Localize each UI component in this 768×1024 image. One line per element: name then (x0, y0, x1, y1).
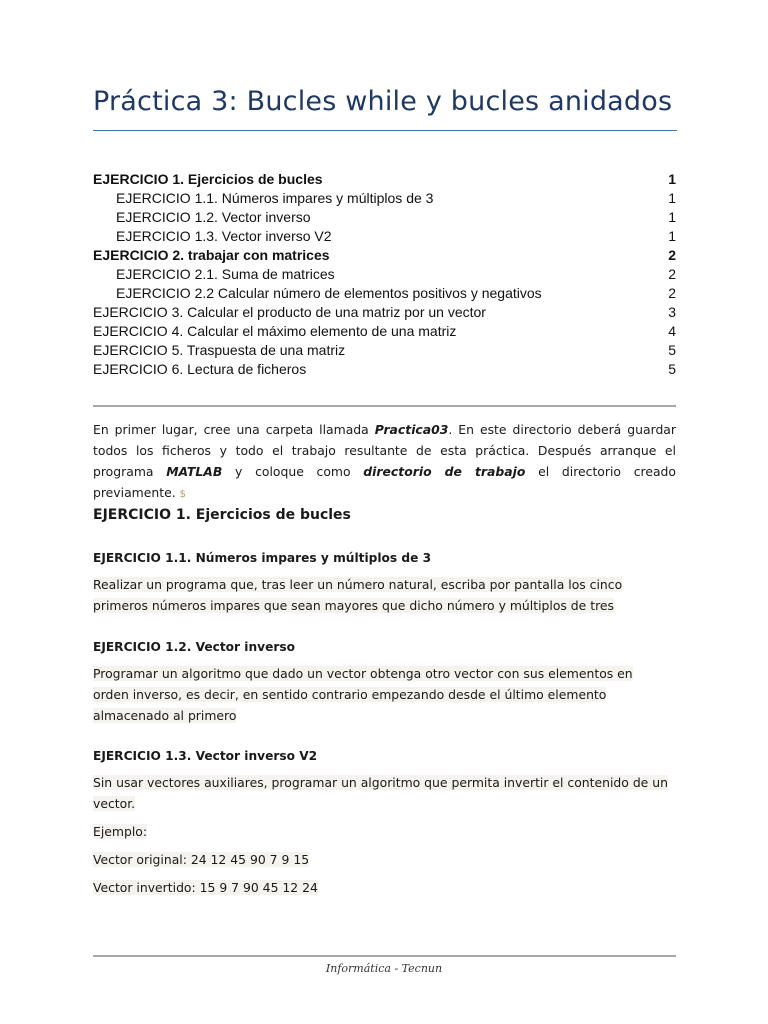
toc-entry-page: 5 (668, 361, 676, 377)
toc-divider (93, 405, 676, 407)
page-footer: Informática - Tecnun (325, 962, 443, 975)
table-of-contents (93, 170, 676, 379)
ex1-1-line: Realizar un programa que, tras leer un número natural, escriba por pantalla los cinco (93, 577, 623, 592)
section-heading-ex1-1: EJERCICIO 1.1. Números impares y múltiplos de 3 (93, 551, 432, 565)
toc-entry-label: EJERCICIO 1.1. Números impares y múltiplos de 3 (116, 190, 434, 206)
toc-entry-label: EJERCICIO 1.2. Vector inverso (116, 209, 311, 225)
toc-entry-page: 3 (668, 304, 676, 320)
intro-paragraph (93, 419, 676, 505)
intro-text-3: y coloque como (222, 464, 364, 479)
toc-entry-label: EJERCICIO 1. Ejercicios de bucles (93, 171, 323, 187)
toc-entry[interactable] (93, 360, 676, 379)
toc-entry-page: 1 (668, 171, 676, 187)
toc-entry-label: EJERCICIO 2.1. Suma de matrices (116, 266, 335, 282)
toc-entry-page: 4 (668, 323, 676, 339)
footer-divider (93, 955, 676, 957)
toc-entry-page: 1 (668, 228, 676, 244)
ex1-2-line: orden inverso, es decir, en sentido contrario empezando desde el último elemento (93, 687, 607, 702)
toc-entry-label: EJERCICIO 2. trabajar con matrices (93, 247, 330, 263)
toc-entry-label: EJERCICIO 6. Lectura de ficheros (93, 361, 307, 377)
toc-entry[interactable] (93, 284, 676, 303)
toc-entry[interactable] (93, 246, 676, 265)
working-directory-term: directorio de trabajo (363, 464, 526, 479)
toc-entry-page: 2 (668, 266, 676, 282)
section-heading-ex1: EJERCICIO 1. Ejercicios de bucles (93, 507, 351, 523)
toc-entry[interactable] (93, 265, 676, 284)
toc-entry[interactable] (93, 170, 676, 189)
page-title: Práctica 3: Bucles while y bucles anidados (93, 86, 673, 117)
toc-entry[interactable] (93, 341, 676, 360)
toc-entry-page: 1 (668, 209, 676, 225)
example-inverted-wrap (93, 877, 676, 898)
intro-text-4: el directorio creado previamente. (93, 464, 677, 500)
paragraph-mark-icon: $ (179, 489, 187, 500)
section-heading-ex1-3: EJERCICIO 1.3. Vector inverso V2 (93, 749, 318, 763)
ex1-3-line: vector. (93, 796, 136, 811)
toc-entry[interactable] (93, 189, 676, 208)
example-label-wrap (93, 821, 676, 842)
toc-entry[interactable] (93, 227, 676, 246)
ex1-3-description (93, 772, 676, 814)
intro-text-1: En primer lugar, cree una carpeta llamada (93, 422, 375, 437)
intro-text-2: . En este directorio deberá guardar todos los ficheros y todo el trabajo resultante de esta práctica. Después arranque el programa (93, 422, 676, 479)
ex1-2-line: Programar un algoritmo que dado un vector obtenga otro vector con sus elementos en (93, 666, 633, 681)
section-heading-ex1-2: EJERCICIO 1.2. Vector inverso (93, 640, 296, 654)
example-inverted-vector: Vector invertido: 15 9 7 90 45 12 24 (93, 880, 318, 895)
ex1-3-line: Sin usar vectores auxiliares, programar un algoritmo que permita invertir el contenido de un (93, 775, 668, 790)
toc-entry-label: EJERCICIO 5. Traspuesta de una matriz (93, 342, 346, 358)
toc-entry[interactable] (93, 208, 676, 227)
toc-entry[interactable] (93, 322, 676, 341)
toc-entry-page: 2 (668, 285, 676, 301)
toc-entry[interactable] (93, 303, 676, 322)
example-original-wrap (93, 849, 676, 870)
toc-entry-label: EJERCICIO 3. Calcular el producto de una matriz por un vector (93, 304, 486, 320)
toc-entry-label: EJERCICIO 4. Calcular el máximo elemento de una matriz (93, 323, 457, 339)
example-label: Ejemplo: (93, 824, 148, 839)
toc-entry-page: 5 (668, 342, 676, 358)
toc-entry-label: EJERCICIO 1.3. Vector inverso V2 (116, 228, 332, 244)
ex1-2-line: almacenado al primero (93, 708, 237, 723)
title-underline (93, 130, 677, 131)
toc-entry-page: 2 (668, 247, 676, 263)
ex1-1-line: primeros números impares que sean mayores que dicho número y múltiplos de tres (93, 598, 614, 613)
program-name: MATLAB (166, 464, 223, 479)
toc-entry-page: 1 (668, 190, 676, 206)
toc-entry-label: EJERCICIO 2.2 Calcular número de elementos positivos y negativos (116, 285, 542, 301)
folder-name: Practica03 (374, 422, 449, 437)
ex1-1-description (93, 574, 676, 616)
ex1-2-description (93, 663, 676, 726)
example-original-vector: Vector original: 24 12 45 90 7 9 15 (93, 852, 310, 867)
